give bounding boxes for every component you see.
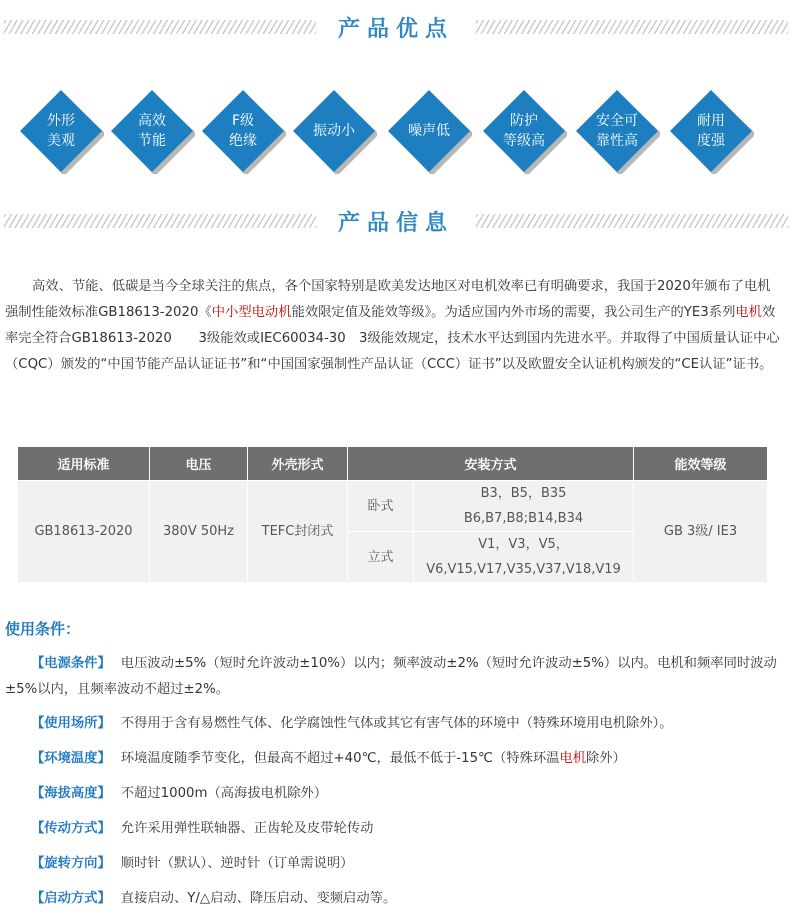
condition-item: [5, 851, 783, 877]
condition-item: [5, 711, 783, 737]
condition-key: 【海拔高度】: [31, 786, 111, 801]
condition-text: 环境温度随季节变化，但最高不超过+40℃，最低不低于-15℃（特殊环温: [120, 751, 560, 766]
condition-text: 顺时针（默认）、逆时针（订单需说明）: [120, 856, 354, 871]
condition-text: 电压波动±5%（短时允许波动±10%）以内；频率波动±2%（短时允许波动±5%）以内。电机和频率同时波动±5%以内，且频率波动不超过±2%。: [5, 656, 777, 697]
condition-text: 除外）: [586, 751, 626, 766]
standard-cell: GB18613-2020: [18, 481, 150, 583]
condition-key: 【旋转方向】: [31, 856, 111, 871]
mount-value-line: B3，B5，B35: [480, 486, 567, 501]
intro-text: 效率完全符合GB18613-2020 3级能效或IEC60034-30 3级能效规定，技术水平达到国内先进水平。并取得了中国质量认证中心（CQC）颁发的“中国节能产品认证证书”和“中国国家强制性产品认证（CCC）证书”以及欧盟安全认证机构颁发的“CE认证”证书。: [5, 305, 780, 372]
housing-cell: TEFC封闭式: [248, 481, 348, 583]
intro-link-electric-motor[interactable]: 电机: [735, 305, 762, 320]
condition-item: [5, 886, 783, 912]
advantage-label: F级 绝缘: [229, 113, 257, 149]
condition-item: [5, 816, 783, 842]
table-header-cell: 外壳形式: [248, 447, 348, 481]
intro-link-motor[interactable]: 中小型电动机: [211, 305, 292, 320]
advantage-item: [109, 88, 195, 174]
condition-key: 【电源条件】: [31, 656, 111, 671]
hatch-divider-right: [476, 214, 788, 228]
advantage-diamonds: [0, 86, 793, 176]
advantage-item: [481, 88, 567, 174]
intro-text: 能效限定值及能效等级》。为适应国内外市场的需要，我公司生产的YE3系列: [291, 305, 736, 320]
intro-paragraph: [5, 274, 783, 378]
advantage-label: 耐用 度强: [697, 113, 725, 149]
condition-key: 【环境温度】: [31, 751, 111, 766]
info-title: 产品信息: [338, 210, 455, 236]
condition-key: 【使用场所】: [31, 716, 111, 731]
condition-text: 允许采用弹性联轴器、正齿轮及皮带轮传动: [120, 821, 374, 836]
info-header: [4, 206, 788, 236]
advantages-header: [4, 12, 788, 42]
mount-value-line: V1，V3，V5，: [478, 537, 569, 552]
mount-vertical-label: 立式: [348, 532, 414, 583]
advantage-item: [574, 88, 660, 174]
table-header-cell: 适用标准: [18, 447, 150, 481]
table-header-row: [18, 447, 768, 481]
advantage-item: [386, 88, 472, 174]
condition-text: 直接启动、Y/△启动、降压启动、变频启动等。: [120, 891, 397, 906]
advantage-label: 噪声低: [408, 123, 450, 139]
voltage-cell: 380V 50Hz: [150, 481, 248, 583]
advantage-item: [200, 88, 286, 174]
hatch-divider-right: [476, 20, 788, 34]
spec-table: [17, 446, 768, 583]
table-row: [18, 481, 768, 532]
condition-item: [5, 746, 783, 772]
table-header-cell: 电压: [150, 447, 248, 481]
condition-link-motor[interactable]: 电机: [559, 751, 587, 766]
mount-value-line: B6,B7,B8;B14,B34: [463, 511, 584, 526]
condition-key: 【启动方式】: [31, 891, 111, 906]
mount-vertical-values: [414, 532, 634, 583]
advantage-item: [18, 88, 104, 174]
advantages-title: 产品优点: [338, 16, 455, 42]
condition-text: 不得用于含有易燃性气体、化学腐蚀性气体或其它有害气体的环境中（特殊环境用电机除外）。: [120, 716, 673, 731]
table-header-cell: 能效等级: [634, 447, 768, 481]
hatch-divider-left: [4, 20, 316, 34]
advantage-item: [291, 88, 377, 174]
advantage-label: 振动小: [313, 123, 355, 139]
condition-text: 不超过1000m（高海拔电机除外）: [120, 786, 328, 801]
mount-horizontal-values: [414, 481, 634, 532]
condition-item: [5, 781, 783, 807]
mount-value-line: V6,V15,V17,V35,V37,V18,V19: [426, 562, 621, 577]
condition-item: [5, 651, 783, 703]
advantage-label: 防护 等级高: [503, 113, 545, 149]
condition-key: 【传动方式】: [31, 821, 111, 836]
conditions-title: 使用条件：: [5, 620, 81, 638]
intro-text: 高效、节能、低碳是当今全球关注的焦点，各个国家特别是欧美发达地区对电机效率已有明确要求，我国于2020年颁布了电机强制性能效标准GB18613-2020《: [5, 279, 771, 320]
mount-horizontal-label: 卧式: [348, 481, 414, 532]
efficiency-cell: GB 3级/ IE3: [634, 481, 768, 583]
advantage-item: [668, 88, 754, 174]
table-header-cell: 安装方式: [348, 447, 634, 481]
advantage-label: 高效 节能: [138, 113, 166, 149]
advantage-label: 安全可 靠性高: [596, 113, 638, 149]
advantage-label: 外形 美观: [47, 113, 75, 149]
hatch-divider-left: [4, 214, 316, 228]
